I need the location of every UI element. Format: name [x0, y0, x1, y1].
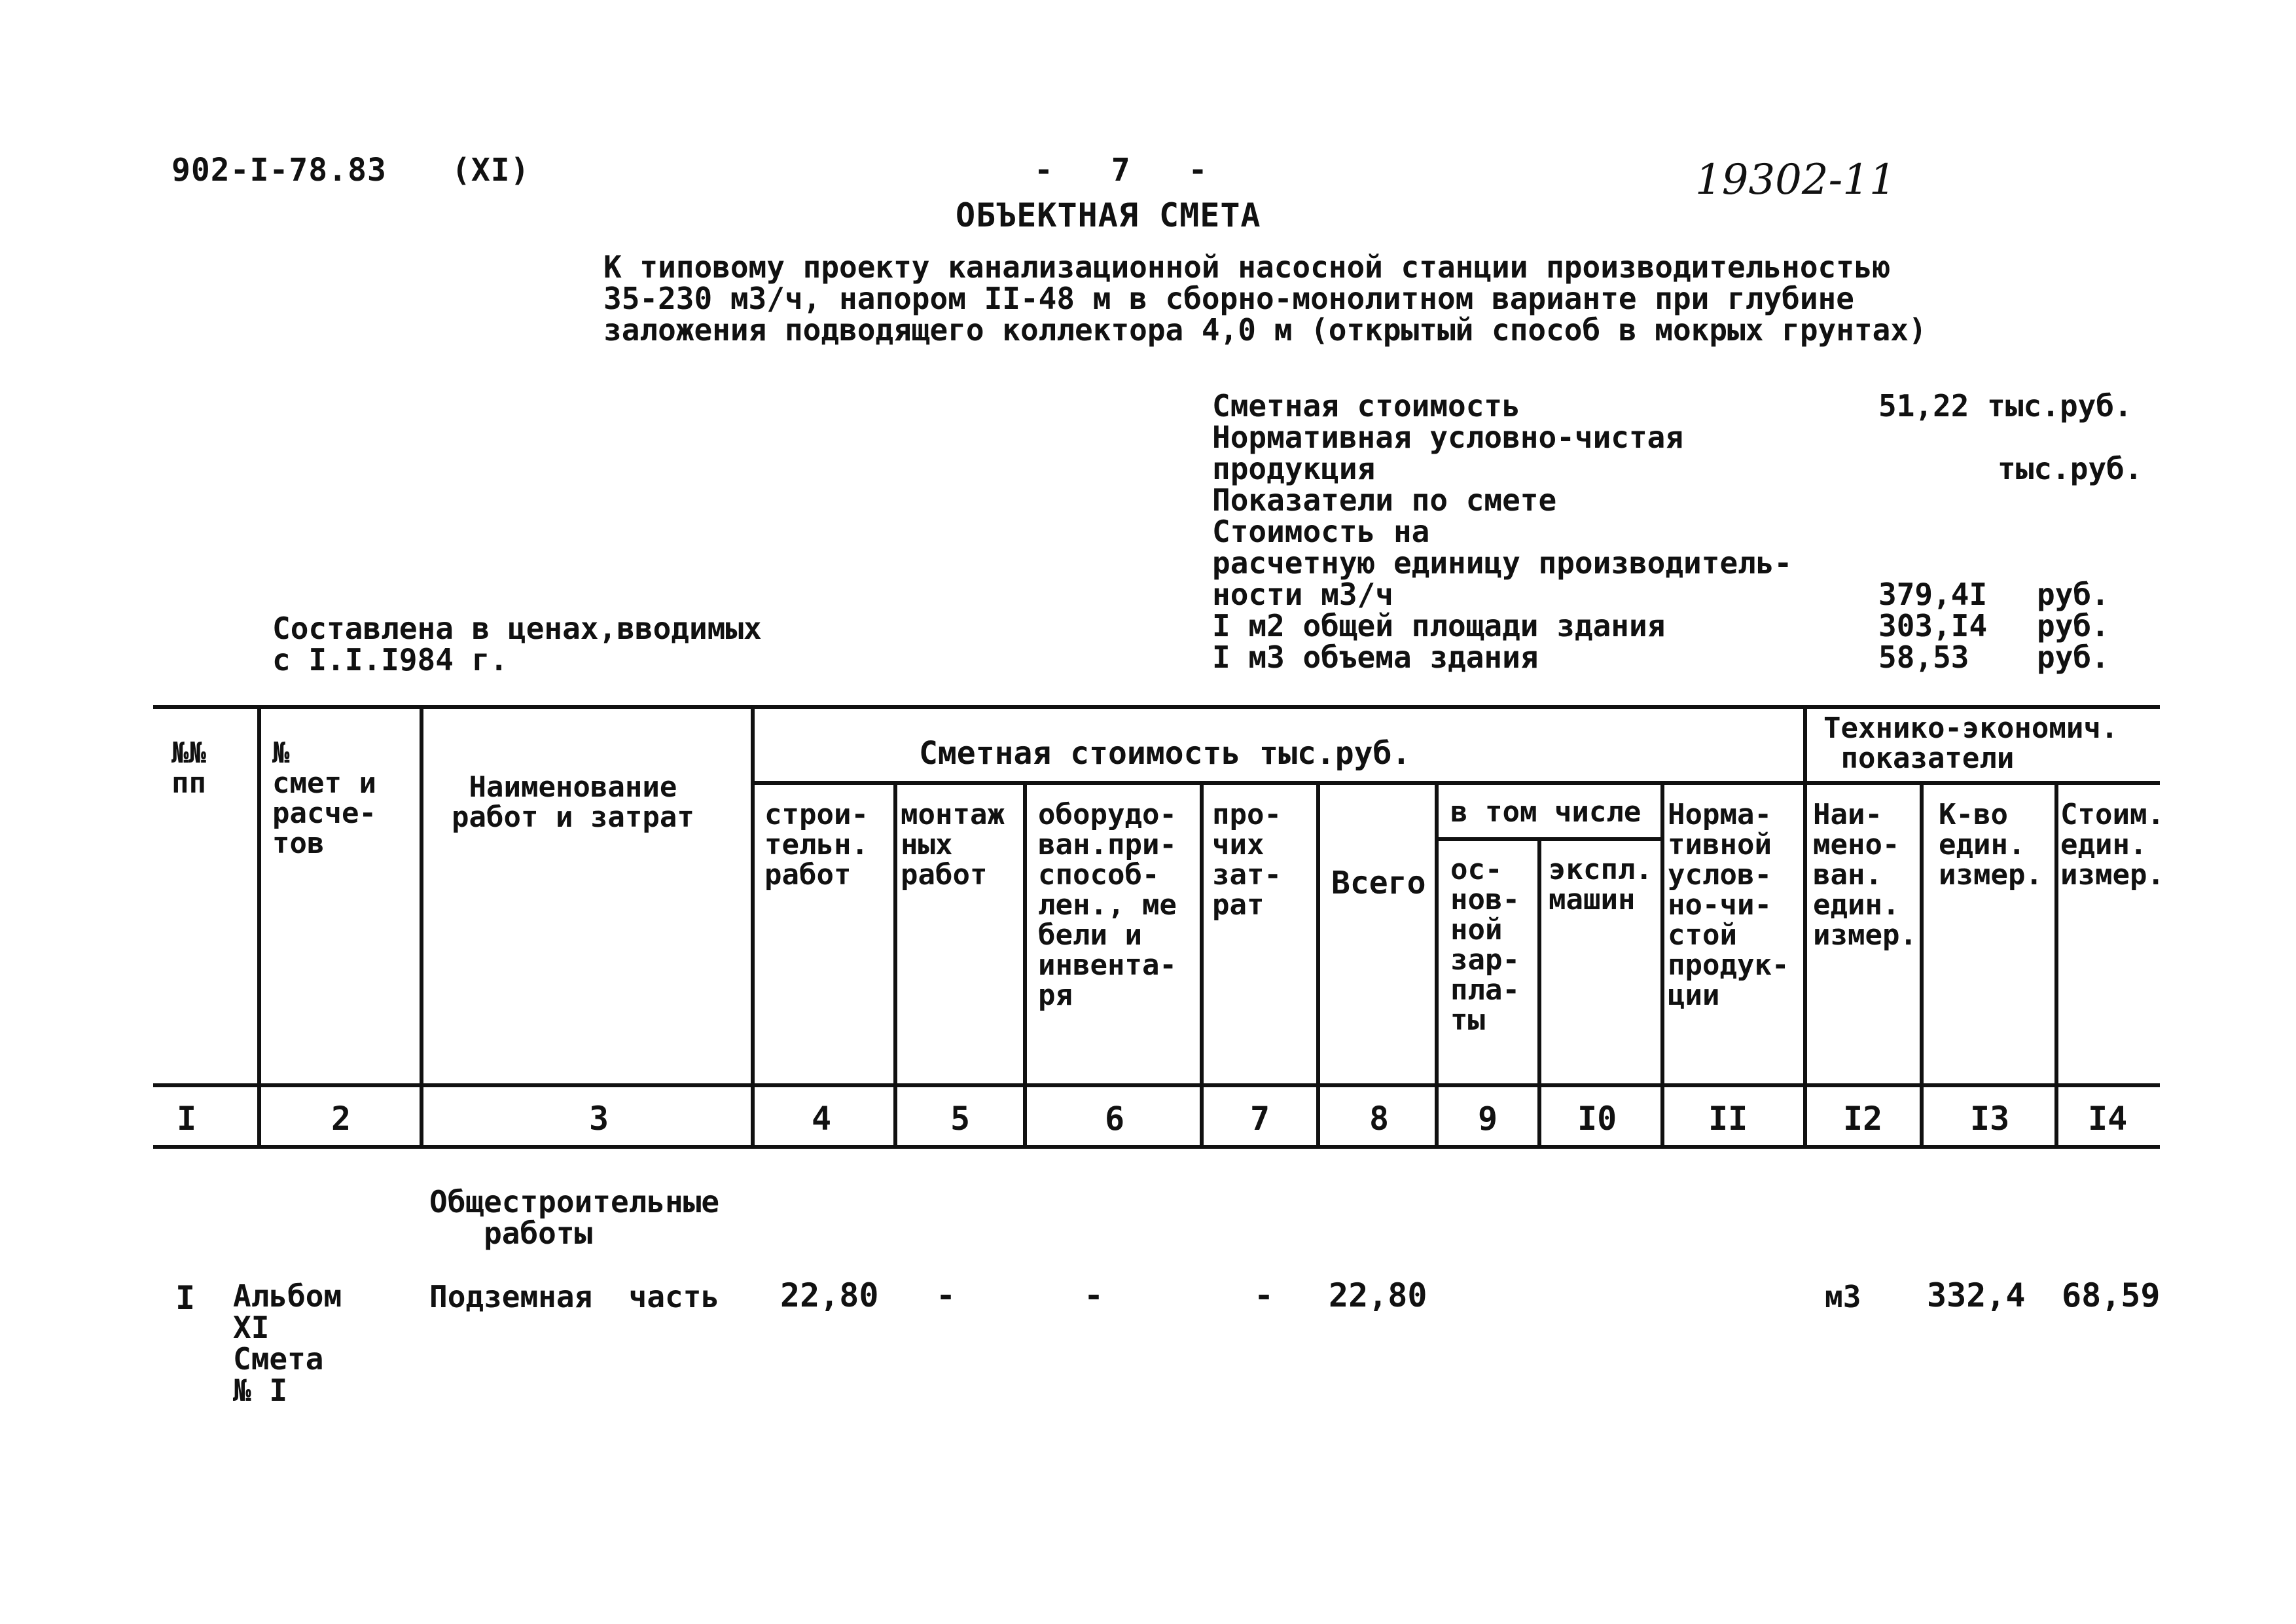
volume-label: I м3 объема здания — [1212, 640, 1539, 675]
subtitle-line-1: К типовому проекту канализационной насосной станции производительностью — [603, 249, 1891, 285]
normative-product-label-2: продукция — [1212, 451, 1376, 486]
page-marker: - 7 - — [1034, 152, 1227, 189]
row-construction-cost: 22,80 — [780, 1276, 879, 1314]
area-unit: руб. — [2037, 608, 2109, 643]
col-number-7: 7 — [1250, 1100, 1270, 1138]
row-installation-cost: - — [936, 1276, 956, 1314]
section-title: Общестроительные работы — [429, 1184, 720, 1251]
normative-product-label: Нормативная условно-чистая — [1212, 420, 1684, 455]
capacity-label-2: ности м3/ч — [1212, 577, 1393, 612]
header-col-5: монтаж ных работ — [901, 798, 1005, 892]
area-label: I м2 общей площади здания — [1212, 608, 1666, 643]
header-col-12: Наи- мено- ван. един. измер. — [1813, 798, 1917, 952]
album-number: (XI) — [452, 152, 530, 189]
capacity-label: расчетную единицу производитель- — [1212, 545, 1793, 581]
document-code: 902-I-78.83 — [171, 152, 387, 189]
volume-unit: руб. — [2037, 640, 2109, 675]
header-col-13: К-во един. измер. — [1939, 798, 2043, 892]
capacity-unit: руб. — [2037, 577, 2109, 612]
header-group-cost: Сметная стоимость тыс.руб. — [919, 735, 1411, 772]
subtitle-line-3: заложения подводящего коллектора 4,0 м (открытый способ в мокрых грунтах) — [603, 312, 1927, 348]
col-number-2: 2 — [331, 1100, 351, 1138]
header-subgroup-incl: в том числе — [1450, 795, 1641, 829]
estimate-cost-label: Сметная стоимость — [1212, 388, 1520, 424]
row-reference: Альбом XI Смета № I — [233, 1278, 342, 1408]
col-number-9: 9 — [1478, 1100, 1498, 1138]
col-number-10: I0 — [1577, 1100, 1617, 1138]
header-col-8: Всего — [1331, 865, 1426, 901]
col-number-13: I3 — [1970, 1100, 2010, 1138]
header-col-10: экспл. машин — [1549, 853, 1653, 916]
estimate-cost-value: 51,22 тыс.руб. — [1878, 388, 2132, 424]
col-number-6: 6 — [1105, 1100, 1125, 1138]
row-unit-cost: 68,59 — [2062, 1276, 2161, 1314]
header-col-6: оборудо- ван.при- способ- лен., ме бели и инвента- ря — [1038, 798, 1177, 1012]
header-col-1: №№ пп — [171, 736, 206, 800]
page-title: ОБЪЕКТНАЯ СМЕТА — [956, 196, 1261, 234]
col-number-14: I4 — [2088, 1100, 2128, 1138]
prices-note-line-2: с I.I.I984 г. — [272, 642, 509, 677]
col-number-11: II — [1708, 1100, 1748, 1138]
row-equipment-cost: - — [1084, 1276, 1104, 1314]
header-col-9: ос- нов- ной зар- пла- ты — [1450, 853, 1520, 1037]
row-unit: м3 — [1825, 1279, 1861, 1314]
header-col-4: строи- тельн. работ — [764, 798, 869, 892]
header-col-14: Стоим. един. измер. — [2060, 798, 2164, 892]
header-col-2: № смет и расче- тов — [272, 736, 376, 860]
normative-product-value: тыс.руб. — [1998, 451, 2143, 486]
unit-cost-label: Стоимость на — [1212, 514, 1430, 549]
subtitle-line-2: 35-230 м3/ч, напором II-48 м в сборно-монолитном варианте при глубине — [603, 281, 1854, 316]
prices-note-line-1: Составлена в ценах,вводимых — [272, 611, 762, 646]
header-col-7: про- чих зат- рат — [1212, 798, 1282, 922]
indicators-label: Показатели по смете — [1212, 482, 1557, 518]
col-number-1: I — [177, 1100, 197, 1138]
row-total: 22,80 — [1329, 1276, 1427, 1314]
row-name: Подземная часть — [429, 1279, 720, 1314]
capacity-value: 379,4I — [1878, 577, 1988, 612]
row-other-cost: - — [1254, 1276, 1274, 1314]
area-value: 303,I4 — [1878, 608, 1988, 643]
header-col-11: Норма- тивной услов- но-чи- стой продук- ции — [1668, 798, 1789, 1012]
volume-value: 58,53 — [1878, 640, 1969, 675]
col-number-3: 3 — [589, 1100, 609, 1138]
handwritten-number: 19302-11 — [1695, 156, 1896, 204]
header-col-3: Наименование работ и затрат — [452, 770, 694, 834]
row-quantity: 332,4 — [1927, 1276, 2026, 1314]
col-number-4: 4 — [812, 1100, 832, 1138]
row-number: I — [175, 1279, 196, 1317]
header-group-tech: Технико-экономич. показатели — [1823, 712, 2119, 775]
col-number-8: 8 — [1369, 1100, 1390, 1138]
col-number-5: 5 — [950, 1100, 971, 1138]
col-number-12: I2 — [1843, 1100, 1883, 1138]
